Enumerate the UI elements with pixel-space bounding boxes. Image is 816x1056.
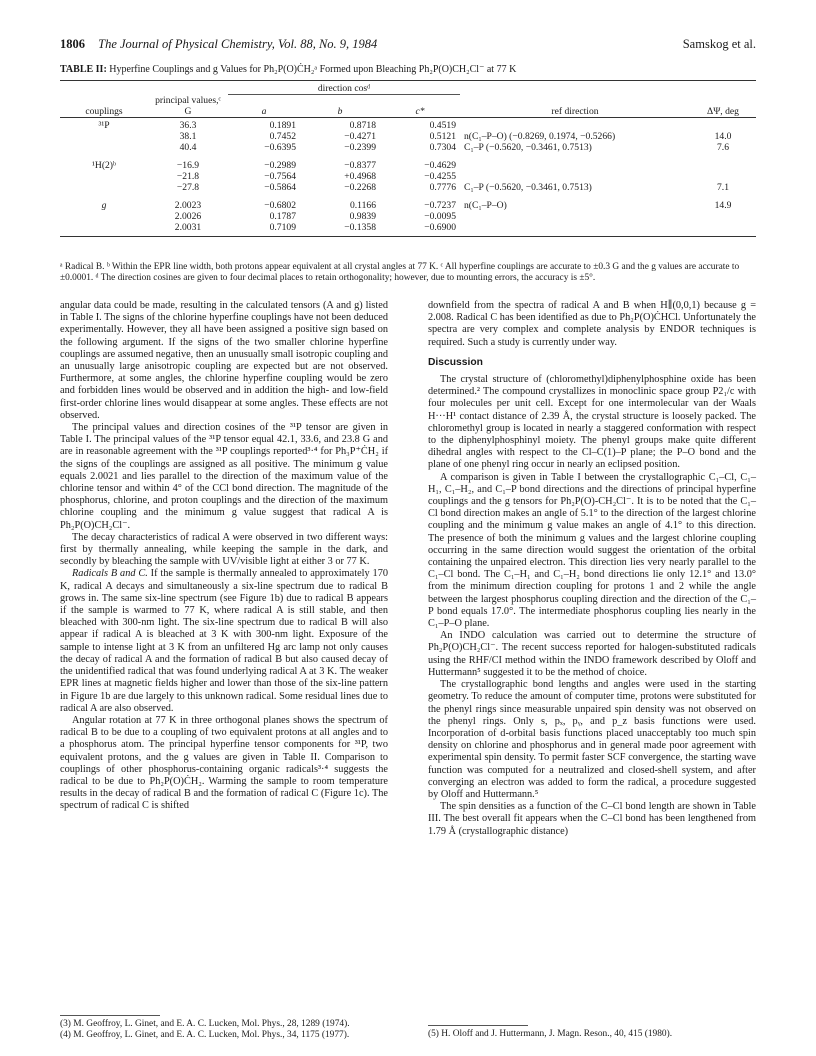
- footnote: (5) H. Oloff and J. Huttermann, J. Magn. Reson., 40, 415 (1980).: [428, 1029, 673, 1039]
- right-footnotes: [428, 1025, 756, 1040]
- couplings-header: couplings: [60, 95, 148, 118]
- table-row: −21.8 −0.7564 +0.4968 −0.4255: [176, 170, 456, 182]
- running-author: Samskog et al.: [682, 37, 756, 51]
- col-b-header: b: [300, 95, 380, 118]
- footnote-rule: [428, 1025, 528, 1026]
- subsection-heading: Radicals B and C.: [72, 568, 148, 580]
- table-title: Hyperfine Couplings and g Values for Ph₂P(O)ĊH₂ᵃ Formed upon Bleaching Ph₂P(O)CH₂Cl⁻ at 77 K: [109, 64, 517, 75]
- delta-psi-header: ΔΨ, deg: [690, 95, 756, 118]
- table-row: ¹H(2)ᵇ −16.9 −0.2989 −0.8377 −0.4629: [92, 159, 456, 171]
- paragraph: A comparison is given in Table I between the crystallographic C₁–Cl, C₁–H₁, C₁–H₂, and C₁–P bond directions and the directions of principal hyperfine couplings and the g tensors for Ph₂P(O)-CH₂Cl⁻. It is to be noted that the C₁–Cl bond direction makes an angle of 5.1° to the direction of the largest chlorine coupling and the minimum g value makes an angle of 4.1° to this direction. The presence of both the minimum g values and the largest chlorine coupling occurring in the same direction would suggest the orientation of the orbital containing the unpaired electron. This direction lies very nearly parallel to the C₁–Cl bond. The C₁–H₁ and C₁–H₂ bond directions lie only 12.1° and 13.0° from the minimum direction coupling for protons 1 and 2 while the angle between the largest phosphorus coupling direction and the direction of the C₁–P bond equals 17.0°. The intermediate phosphorus coupling lies nearly in the C₁–P–O plane.: [428, 471, 756, 630]
- right-column: [428, 300, 756, 838]
- col-a-header: a: [228, 95, 300, 118]
- page-number: 1806: [60, 37, 85, 51]
- paragraph: An INDO calculation was carried out to determine the structure of Ph₂P(O)CH₂Cl⁻. The recent success reported for halogen-substituted radicals using the RHF/CI method within the INDO framework described by Oloff and Huttermann⁵ suggested it to be the method of choice.: [428, 630, 756, 678]
- principal-values-header: principal values,ᶜ G: [148, 95, 228, 118]
- table-row: 2.0031 0.7109 −0.1358 −0.6900: [60, 222, 756, 237]
- left-footnotes: [60, 1015, 388, 1041]
- section-heading: Discussion: [428, 356, 483, 368]
- footnote: (3) M. Geoffroy, L. Ginet, and E. A. C. Lucken, Mol. Phys., 28, 1289 (1974).: [60, 1019, 350, 1029]
- running-header: [60, 37, 756, 53]
- table-row: −27.8 −0.5864 −0.2268 0.7776 C₁–P (−0.5620, −0.3461, 0.7513) 7.1: [176, 181, 729, 193]
- hyperfine-table: [60, 80, 756, 237]
- ref-direction-header: ref direction: [460, 95, 690, 118]
- journal-citation: The Journal of Physical Chemistry, Vol. 88, No. 9, 1984: [98, 37, 378, 51]
- table-row: g 2.0023 −0.6802 0.1166 −0.7237 n(C₁–P–O) 14.9: [101, 199, 732, 211]
- footnote-rule: [60, 1015, 160, 1016]
- footnote: (4) M. Geoffroy, L. Ginet, and E. A. C. Lucken, Mol. Phys., 34, 1175 (1977).: [60, 1030, 350, 1040]
- table-row: 40.4 −0.6395 −0.2399 0.7304 C₁–P (−0.5620, −0.3461, 0.7513) 7.6: [179, 141, 729, 153]
- table-caption: [60, 64, 756, 75]
- paragraph: The principal values and direction cosines of the ³¹P tensor are given in Table I. The principal values of the ³¹P tensor equal 42.1, 33.6, and 23.8 G and are in reasonable agreement with the ³¹P couplings reported³·⁴ for Ph₃P⁺ĊH₂ if the signs of the couplings are assigned as all positive. The minimum g value equals 2.0021 and lies parallel to the direction of the maximum value of the chlorine tensor and within 4° of the CCl bond direction. The magnitude of the phosphorus, chlorine, and proton couplings and the direction of the maximum chlorine coupling and the minimum g value suggest that radical A is Ph₂P(O)CH₂Cl⁻.: [60, 422, 388, 531]
- table-label: TABLE II:: [60, 64, 107, 75]
- paragraph: downfield from the spectra of radical A and B when H∥(0,0,1) because g = 2.008. Radical C has been identified as due to Ph₂P(O)ĊHCl. Unfortunately the spectra are very complex and complete analysis by ENDOR techniques is required. Such a study is currently under way.: [428, 300, 756, 348]
- paragraph: angular data could be made, resulting in the calculated tensors (A and g) listed in Table I. The signs of the chlorine hyperfine couplings have not been deduced experimentally. However, they all have been assigned a positive sign based on the following argument. If the signs of the two smaller chlorine hyperfine couplings are assumed negative, then an unusually small isotropic coupling and an unusually large anisotropic coupling are expected but are not observed. Furthermore, at some angles, the chlorine hyperfine coupling would be zero and forbidden lines would be observed and in addition the high- and low-field first-order chlorine lines would disappear at some angles. These effects are not observed.: [60, 300, 388, 421]
- table-row: 2.0026 0.1787 0.9839 −0.0095: [174, 210, 456, 222]
- paragraph: Radicals B and C. If the sample is thermally annealed to approximately 170 K, radical A decays and simultaneously a six-line spectrum due to radical B grows in. The same six-line spectrum (see Figure 1b) due to radical B appears if the sample is warmed to 77 K, where radical A is still stable, and then bleached with 300-nm light. The six-line spectrum due to radical B will also appear if radical A is bleached at 3 K with 300-nm light. Exposure of the sample to intense light at 3 K from an unfiltered Hg arc lamp not only causes the decay of radical A and the formation of radical B but also caused decay of the unidentified radical that was found underlying radical A at 3 K. The weaker EPR lines at magnetic fields higher and lower than those of the six-line pattern in Figure 1b are due largely to this unknown radical. Some residual lines due to radical A are also observed.: [60, 568, 388, 714]
- paragraph: The decay characteristics of radical A were observed in two different ways: first by thermally annealing, while keeping the sample in the dark, and secondly by bleaching the sample with UV/visible light at either 3 or 77 K.: [60, 531, 388, 568]
- table-row: 38.1 0.7452 −0.4271 0.5121 n(C₁–P–O) (−0.8269, 0.1974, −0.5266) 14.0: [179, 130, 732, 142]
- table-row: ³¹P 36.3 0.1891 0.8718 0.4519: [98, 119, 456, 131]
- paragraph: The spin densities as a function of the C–Cl bond length are shown in Table III. The best overall fit appears when the C–Cl bond has been lengthened from 1.79 Å (crystallographic distance): [428, 801, 756, 837]
- direction-cos-header: direction cosᵈ: [228, 81, 460, 95]
- left-column: [60, 300, 388, 813]
- paragraph: The crystal structure of (chloromethyl)diphenylphosphine oxide has been determined.² The compound crystallizes in monoclinic space group P2₁/c with four molecules per unit cell. Except for one intermolecular van der Waals H···H¹ contact distance of 2.39 Å, the crystal structure is loosely packed. The chloromethyl group is located in nearly a staggered conformation with respect to the diphenylphosphinyl moiety. The phenyl groups make quite different dihedral angles with respect to the Cl–C(1)–P plane; the P–O bond and the plane of one phenyl ring occur in nearly an eclipsed position.: [428, 374, 756, 471]
- col-c-header: c*: [380, 95, 460, 118]
- table-footnote: ᵃ Radical B. ᵇ Within the EPR line width, both protons appear equivalent at all crystal angles at 77 K. ᶜ All hyperfine couplings are accurate to ±0.3 G and the g values are accurate to ±0.0001. ᵈ The direction cosines are given to four decimal places to retain orthogonality; however, due to mounting errors, the accuracy is ±5°.: [60, 262, 740, 284]
- paragraph: The crystallographic bond lengths and angles were used in the starting geometry. To reduce the amount of computer time, protons were substituted for the phenyl rings since measurable unpaired spin density was not observed on the phenyl rings. Only s, pₓ, pᵧ, and p_z basis functions were used. Incorporation of d-orbital basis functions placed unacceptably too much spin density on chlorine and phosphorus and in general made poor agreement with experimental spin density. To permit faster SCF convergence, the starting wave function was computed for a neutralized and closed-shell system, and after converging an electron was added to form the radical, a procedure suggested by Oloff and Huttermann.⁵: [428, 679, 756, 800]
- paragraph: Angular rotation at 77 K in three orthogonal planes shows the spectrum of radical B to be due to a coupling of two equivalent protons at all angles and to a phosphorus atom. The principal hyperfine tensor components for ³¹P, two equivalent protons, and the g values are given in Table II. Comparison to couplings of other phosphorus-containing organic radicals³·⁴ suggests the radical to be due to Ph₂P(O)ĊH₂. Warming the sample to room temperature results in the decay of radical B and the formation of radical C (Figure 1c). The spectrum of radical C is shifted: [60, 714, 388, 812]
